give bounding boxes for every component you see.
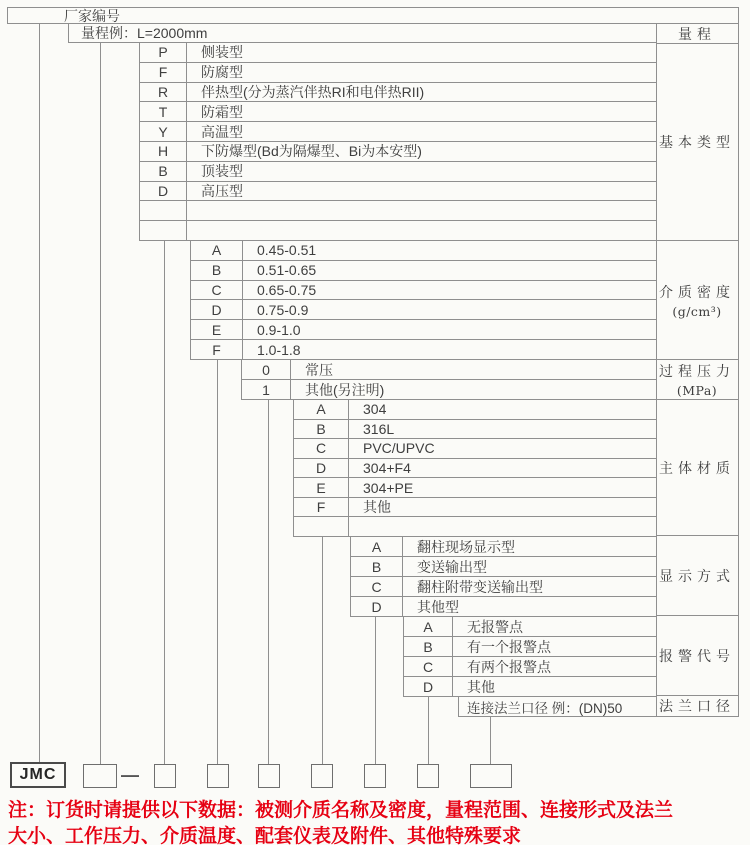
- code-cell: R: [140, 83, 187, 102]
- table-row: [191, 300, 656, 320]
- desc-cell: 顶装型: [201, 163, 243, 180]
- connector-line: [39, 23, 40, 763]
- table-row: [140, 83, 656, 103]
- pressure-table: [241, 360, 657, 400]
- desc-cell: 1.0-1.8: [257, 341, 301, 358]
- desc-cell: 304+F4: [363, 460, 411, 477]
- code-cell: H: [140, 142, 187, 161]
- label-density: 介质密度 (g/cm³): [656, 241, 738, 360]
- table-row-empty: [140, 221, 656, 240]
- table-row: [191, 281, 656, 301]
- label-range: 量程: [656, 24, 738, 44]
- table-row: [404, 677, 656, 696]
- box-flange: [470, 764, 512, 788]
- code-cell: B: [294, 420, 349, 439]
- table-row: [351, 597, 656, 616]
- table-row: [191, 320, 656, 340]
- desc-cell: 0.51-0.65: [257, 262, 317, 279]
- box-density: [207, 764, 229, 788]
- table-row-empty: [294, 517, 656, 536]
- box-range: [83, 764, 117, 788]
- code-cell: 0: [242, 360, 291, 379]
- code-cell: C: [351, 577, 403, 596]
- code-cell: B: [351, 557, 403, 576]
- range-example-text: 量程例：L=2000mm: [81, 24, 208, 41]
- table-row: [294, 420, 656, 440]
- material-table: [293, 400, 657, 537]
- connector-line: [268, 400, 269, 764]
- desc-cell: 侧装型: [201, 44, 243, 61]
- code-cell: B: [140, 162, 187, 181]
- table-row: [140, 162, 656, 182]
- desc-cell: 下防爆型(Bd为隔爆型、Bi为本安型): [201, 143, 422, 160]
- table-row: [242, 360, 656, 380]
- label-material: 主体材质: [656, 400, 738, 537]
- code-cell: Y: [140, 122, 187, 141]
- box-basic-type: [154, 764, 176, 788]
- desc-cell: PVC/UPVC: [363, 440, 435, 457]
- desc-cell: 有两个报警点: [467, 658, 551, 675]
- code-cell: [140, 221, 187, 240]
- alarm-code-table: [403, 617, 657, 697]
- code-cell: D: [351, 597, 403, 616]
- code-cell: E: [191, 320, 243, 339]
- desc-cell: 常压: [305, 361, 333, 378]
- desc-cell: 304: [363, 401, 387, 418]
- flange-text: 连接法兰口径 例：(DN)50: [467, 700, 623, 716]
- desc-cell: 0.45-0.51: [257, 242, 317, 259]
- desc-cell: [349, 517, 656, 536]
- box-material: [311, 764, 333, 788]
- table-row: [140, 63, 656, 83]
- desc-cell: 伴热型(分为蒸汽伴热RI和电伴热RII): [201, 84, 425, 100]
- code-cell: D: [191, 300, 243, 319]
- desc-cell: 0.65-0.75: [257, 282, 317, 299]
- desc-cell: 变送输出型: [417, 558, 487, 575]
- code-cell: A: [351, 537, 403, 556]
- desc-cell: 有一个报警点: [467, 638, 551, 655]
- table-row: [140, 182, 656, 202]
- label-flange: 法兰口径: [659, 698, 735, 715]
- desc-cell: 其他: [363, 499, 391, 516]
- desc-cell: 翻柱现场显示型: [417, 538, 515, 555]
- code-cell: D: [140, 182, 187, 201]
- table-row: [294, 400, 656, 420]
- code-cell: D: [294, 459, 349, 478]
- label-basic-type: 基本类型: [656, 44, 738, 241]
- desc-cell: 其他型: [417, 598, 459, 615]
- code-cell: C: [294, 439, 349, 458]
- desc-cell: 高温型: [201, 123, 243, 140]
- desc-cell: 0.9-1.0: [257, 321, 301, 338]
- table-row: [294, 478, 656, 498]
- note-line-2: 大小、工作压力、介质温度、配套仪表及附件、其他特殊要求: [8, 826, 522, 845]
- factory-code-row: [7, 7, 739, 24]
- code-cell: E: [294, 478, 349, 497]
- desc-cell: 高压型: [201, 182, 243, 199]
- code-cell: B: [404, 637, 453, 656]
- table-row: [294, 459, 656, 479]
- desc-cell: 无报警点: [467, 618, 523, 635]
- connector-line: [322, 537, 323, 764]
- table-row: [294, 439, 656, 459]
- connector-line: [490, 717, 491, 764]
- desc-cell: 其他(另注明): [305, 381, 385, 398]
- code-cell: A: [191, 241, 243, 260]
- table-row: [294, 498, 656, 518]
- desc-cell: 0.75-0.9: [257, 301, 309, 318]
- table-row-empty: [140, 201, 656, 221]
- table-row: [191, 241, 656, 261]
- table-row: [351, 577, 656, 597]
- table-row: [404, 657, 656, 677]
- table-row: [140, 122, 656, 142]
- connector-line: [428, 697, 429, 764]
- code-cell: [294, 517, 349, 536]
- label-alarm: 报警代号: [656, 616, 738, 696]
- code-cell: A: [404, 617, 453, 636]
- table-row: [191, 340, 656, 359]
- basic-type-table: [139, 43, 657, 241]
- model-prefix-box: JMC: [10, 762, 66, 788]
- code-cell: P: [140, 43, 187, 62]
- table-row: [351, 537, 656, 557]
- box-alarm: [417, 764, 439, 788]
- desc-cell: [187, 221, 656, 240]
- code-cell: A: [294, 400, 349, 419]
- note-line-1: 注：订货时请提供以下数据：被测介质名称及密度，量程范围、连接形式及法兰: [8, 800, 674, 821]
- desc-cell: 其他: [467, 678, 495, 695]
- table-row: [242, 380, 656, 399]
- desc-cell: [187, 201, 656, 220]
- table-row: [351, 557, 656, 577]
- box-display: [364, 764, 386, 788]
- connector-line: [164, 241, 165, 764]
- table-row: [404, 617, 656, 637]
- code-cell: C: [404, 657, 453, 676]
- range-row: [68, 23, 657, 43]
- category-label-column: [656, 23, 739, 717]
- table-row: [140, 142, 656, 162]
- connector-line: [100, 43, 101, 764]
- table-row: [140, 43, 656, 63]
- desc-cell: 304+PE: [363, 479, 414, 496]
- code-cell: B: [191, 261, 243, 280]
- order-note: [8, 798, 748, 845]
- code-cell: [140, 201, 187, 220]
- table-row: [404, 637, 656, 657]
- desc-cell: 防霜型: [201, 103, 243, 120]
- label-pressure: 过程压力 (MPa): [656, 360, 738, 400]
- desc-cell: 防腐型: [201, 64, 243, 81]
- desc-cell: 翻柱附带变送输出型: [417, 578, 543, 595]
- label-display: 显示方式: [656, 536, 738, 616]
- display-mode-table: [350, 537, 657, 617]
- code-cell: C: [191, 281, 243, 300]
- code-cell: F: [140, 63, 187, 82]
- box-pressure: [258, 764, 280, 788]
- code-cell: F: [294, 498, 349, 517]
- code-cell: 1: [242, 380, 291, 399]
- dash-separator: —: [121, 765, 139, 785]
- density-table: [190, 241, 657, 360]
- table-row: [140, 102, 656, 122]
- code-cell: T: [140, 102, 187, 121]
- connector-line: [375, 617, 376, 764]
- connector-line: [217, 360, 218, 764]
- desc-cell: 316L: [363, 420, 395, 437]
- flange-row: [458, 697, 657, 717]
- code-cell: D: [404, 677, 453, 696]
- factory-code-label: 厂家编号: [64, 7, 120, 24]
- table-row: [191, 261, 656, 281]
- code-cell: F: [191, 340, 243, 359]
